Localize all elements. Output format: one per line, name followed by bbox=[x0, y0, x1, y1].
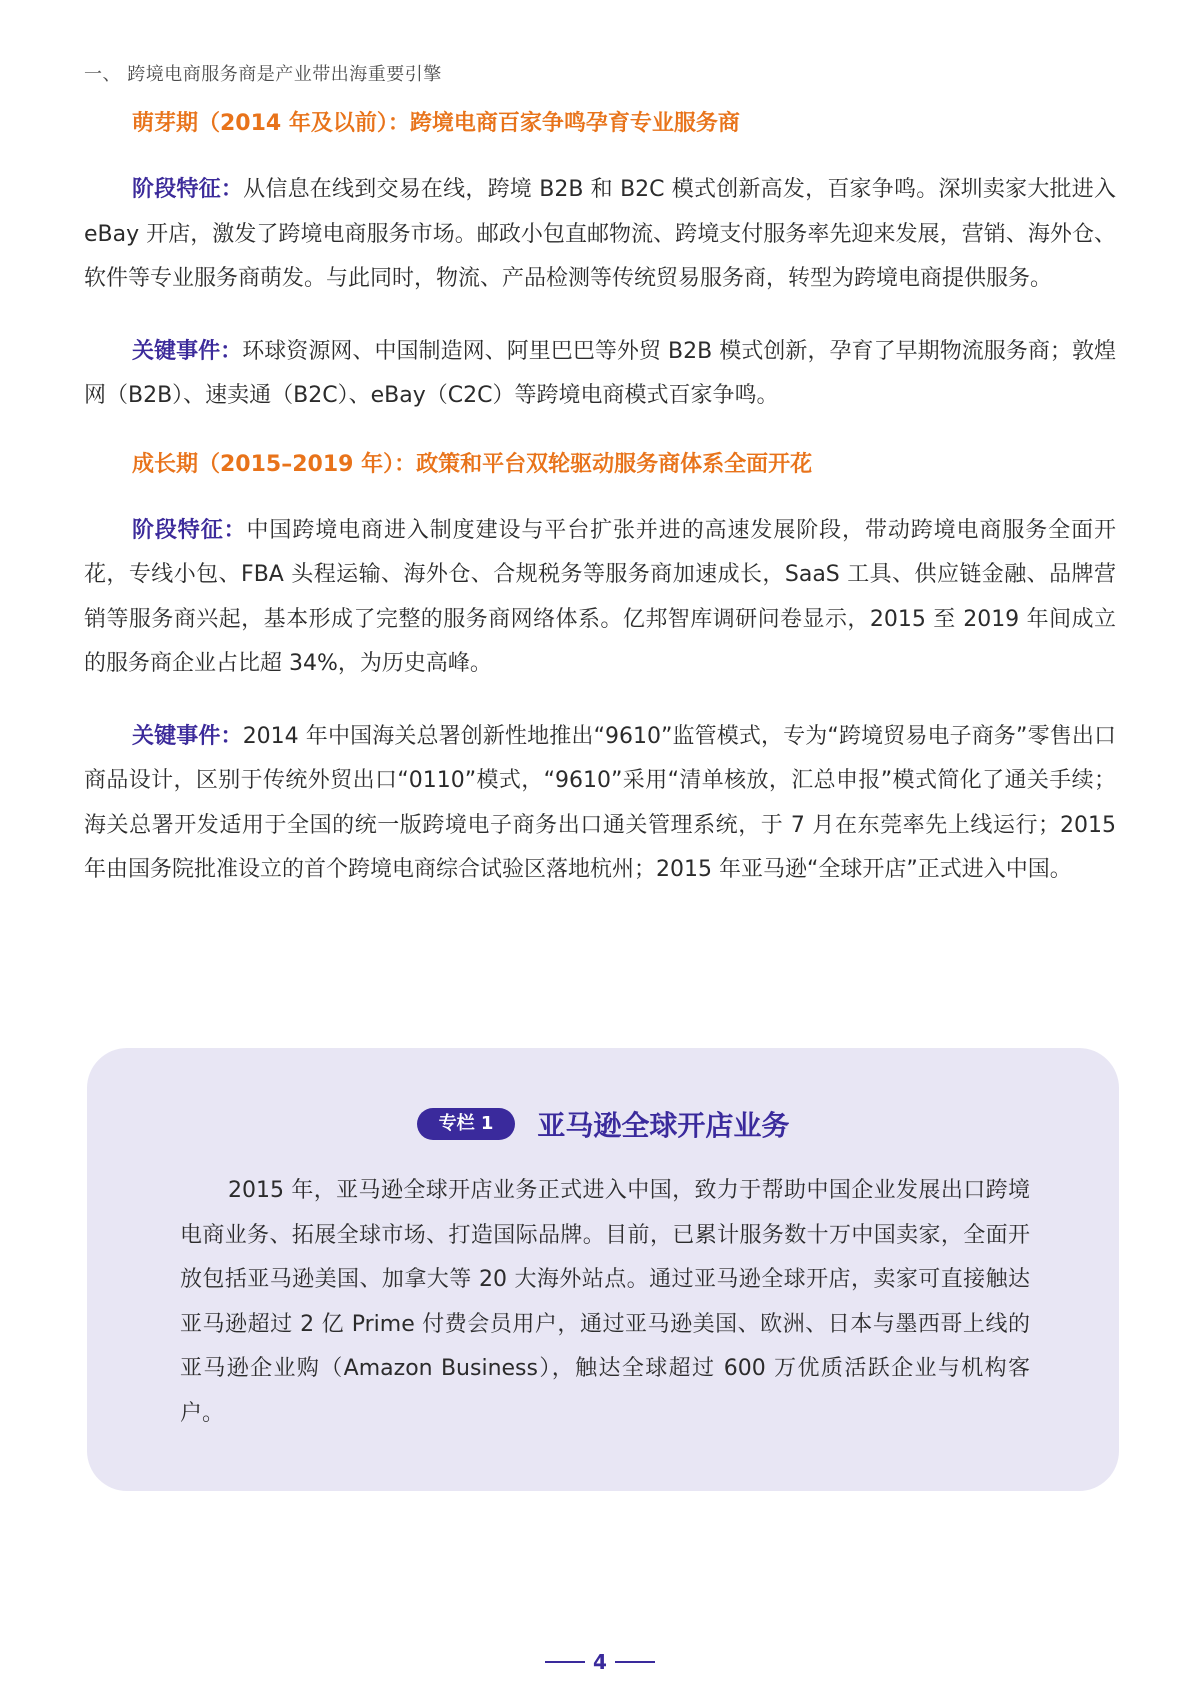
stage-feature-paragraph bbox=[84, 168, 1116, 302]
feature-text: 从信息在线到交易在线，跨境 B2B 和 B2C 模式创新高发，百家争鸣。深圳卖家大批进入 eBay 开店，激发了跨境电商服务市场。邮政小包直邮物流、跨境支付服务率先迎来发展，营销、海外仓、软件等专业服务商萌发。与此同时，物流、产品检测等传统贸易服务商，转型为跨境电商提供服务。 bbox=[84, 177, 1116, 291]
footer-rule-left bbox=[545, 1661, 585, 1663]
column-box bbox=[87, 1048, 1119, 1491]
stage-heading: 成长期（2015–2019 年）：政策和平台双轮驱动服务商体系全面开花 bbox=[132, 451, 813, 477]
feature-text: 中国跨境电商进入制度建设与平台扩张并进的高速发展阶段，带动跨境电商服务全面开花，专线小包、FBA 头程运输、海外仓、合规税务等服务商加速成长，SaaS 工具、供应链金融、品牌营销等服务商兴起，基本形成了完整的服务商网络体系。亿邦智库调研问卷显示，2015 至 2019 年间成立的服务商企业占比超 34%，为历史高峰。 bbox=[84, 517, 1116, 676]
column-tag-badge: 专栏 1 bbox=[417, 1108, 516, 1140]
column-header bbox=[87, 1104, 1119, 1144]
column-title: 亚马逊全球开店业务 bbox=[537, 1109, 790, 1142]
main-content bbox=[84, 106, 1116, 921]
column-body: 2015 年，亚马逊全球开店业务正式进入中国，致力于帮助中国企业发展出口跨境电商业务、拓展全球市场、打造国际品牌。目前，已累计服务数十万中国卖家，全面开放包括亚马逊美国、加拿大等 20 大海外站点。通过亚马逊全球开店，卖家可直接触达亚马逊超过 2 亿 Prime 付费会员用户，通过亚马逊美国、欧洲、日本与墨西哥上线的亚马逊企业购（Amazon Business），触达全球超过 600 万优质活跃企业与机构客户。 bbox=[180, 1178, 1030, 1426]
key-event-paragraph bbox=[84, 330, 1116, 419]
event-text: 2014 年中国海关总署创新性地推出“9610”监管模式，专为“跨境贸易电子商务”零售出口商品设计，区别于传统外贸出口“0110”模式，“9610”采用“清单核放，汇总申报”模式简化了通关手续；海关总署开发适用于全国的统一版跨境电子商务出口通关管理系统，于 7 月在东莞率先上线运行；2015 年由国务院批准设立的首个跨境电商综合试验区落地杭州；2015 年亚马逊“全球开店”正式进入中国。 bbox=[84, 723, 1116, 882]
feature-label: 阶段特征： bbox=[132, 517, 247, 543]
page-footer bbox=[0, 1650, 1200, 1674]
event-label: 关键事件： bbox=[132, 338, 243, 364]
key-event-paragraph bbox=[84, 715, 1116, 893]
page-number: 4 bbox=[593, 1650, 607, 1674]
stage-section-sprout bbox=[84, 106, 1116, 419]
stage-section-growth bbox=[84, 447, 1116, 893]
stage-heading: 萌芽期（2014 年及以前）：跨境电商百家争鸣孕育专业服务商 bbox=[132, 111, 740, 136]
running-header: 一、 跨境电商服务商是产业带出海重要引擎 bbox=[84, 64, 442, 85]
footer-rule-right bbox=[615, 1661, 655, 1663]
event-label: 关键事件： bbox=[132, 723, 243, 749]
stage-feature-paragraph bbox=[84, 509, 1116, 687]
feature-label: 阶段特征： bbox=[132, 177, 244, 202]
event-text: 环球资源网、中国制造网、阿里巴巴等外贸 B2B 模式创新，孕育了早期物流服务商；敦煌网（B2B）、速卖通（B2C）、eBay（C2C）等跨境电商模式百家争鸣。 bbox=[84, 338, 1116, 408]
